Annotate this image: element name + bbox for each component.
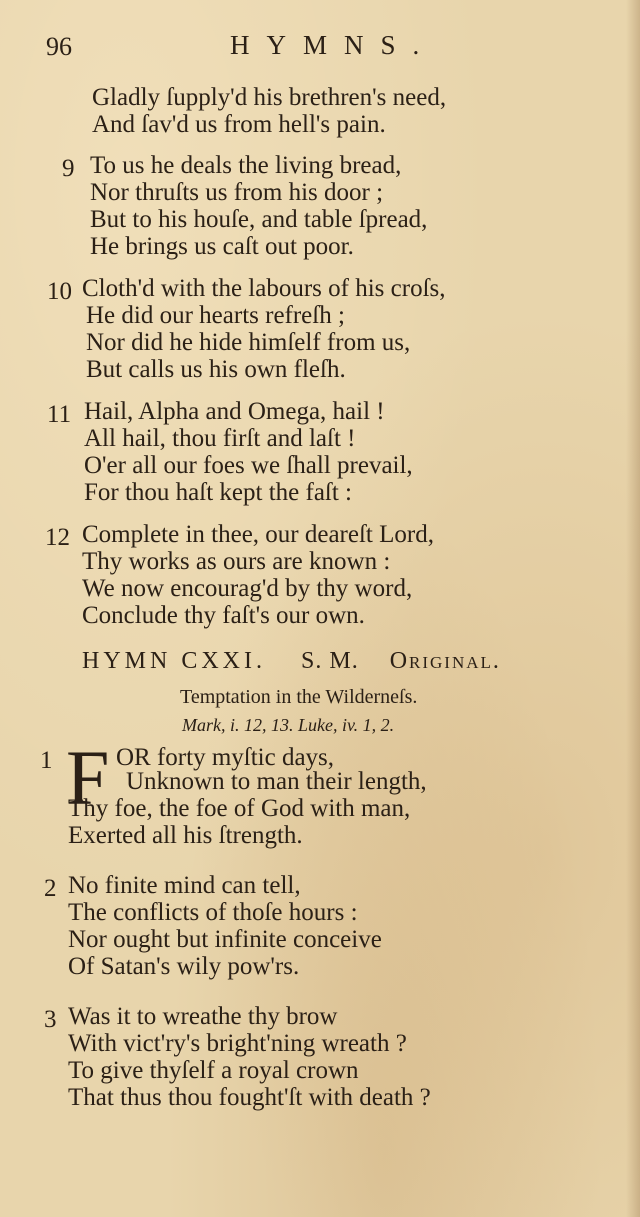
hymn-title: HYMN CXXI.: [82, 648, 266, 674]
verse-line: To us he deals the living bread,: [90, 152, 402, 179]
running-head: HYMNS.: [230, 30, 437, 60]
verse-line: Unknown to man their length,: [126, 768, 427, 795]
verse-line: With vict'ry's bright'ning wreath ?: [68, 1030, 407, 1057]
hymn-subtitle: Temptation in the Wilderneſs.: [180, 686, 418, 708]
verse-line: Cloth'd with the labours of his croſs,: [82, 275, 446, 302]
stanza-number: 3: [44, 1006, 57, 1033]
verse-line: Was it to wreathe thy brow: [68, 1003, 338, 1030]
hymn-heading: [82, 648, 501, 675]
verse-line: He did our hearts refreſh ;: [86, 302, 345, 329]
page-edge-shadow: [626, 0, 640, 1217]
stanza-number: 11: [47, 401, 72, 428]
verse-line: Exerted all his ſtrength.: [68, 822, 303, 849]
drop-cap: F: [66, 734, 110, 821]
verse-line: Thy foe, the foe of God with man,: [68, 795, 411, 822]
verse-line: Of Satan's wily pow'rs.: [68, 953, 300, 980]
verse-line: Nor thruſts us from his door ;: [90, 179, 384, 206]
verse-line: OR forty myſtic days,: [116, 744, 335, 771]
stanza-number: 2: [44, 875, 57, 902]
stanza-number: 9: [62, 155, 75, 182]
verse-line: Gladly ſupply'd his brethren's need,: [92, 84, 447, 111]
verse-line: O'er all our foes we ſhall prevail,: [84, 452, 413, 479]
verse-line: But calls us his own fleſh.: [86, 356, 346, 383]
verse-line: We now encourag'd by thy word,: [82, 575, 413, 602]
verse-line: For thou haſt kept the faſt :: [84, 479, 353, 506]
verse-line: No finite mind can tell,: [68, 872, 301, 899]
verse-line: He brings us caſt out poor.: [90, 233, 354, 260]
page-number: 96: [46, 32, 72, 61]
verse-line: But to his houſe, and table ſpread,: [90, 206, 428, 233]
verse-line: Conclude thy faſt's our own.: [82, 602, 365, 629]
verse-line: The conflicts of thoſe hours :: [68, 899, 358, 926]
verse-line: Hail, Alpha and Omega, hail !: [84, 398, 385, 425]
hymn-meter: S. M.: [301, 648, 359, 674]
page-header: [0, 30, 640, 70]
verse-line: That thus thou fought'ſt with death ?: [68, 1084, 431, 1111]
stanza-number: 1: [40, 747, 53, 774]
verse-line: And ſav'd us from hell's pain.: [92, 111, 386, 138]
verse-line: Complete in thee, our deareſt Lord,: [82, 521, 434, 548]
stanza-number: 10: [47, 278, 72, 305]
verse-line: Nor ought but infinite conceive: [68, 926, 382, 953]
stanza-number: 12: [45, 524, 70, 551]
hymn-source: Original.: [389, 648, 501, 674]
verse-line: To give thyſelf a royal crown: [68, 1057, 359, 1084]
scripture-reference: Mark, i. 12, 13. Luke, iv. 1, 2.: [182, 715, 395, 735]
verse-line: Nor did he hide himſelf from us,: [86, 329, 411, 356]
verse-line: Thy works as ours are known :: [82, 548, 391, 575]
verse-line: All hail, thou firſt and laſt !: [84, 425, 356, 452]
